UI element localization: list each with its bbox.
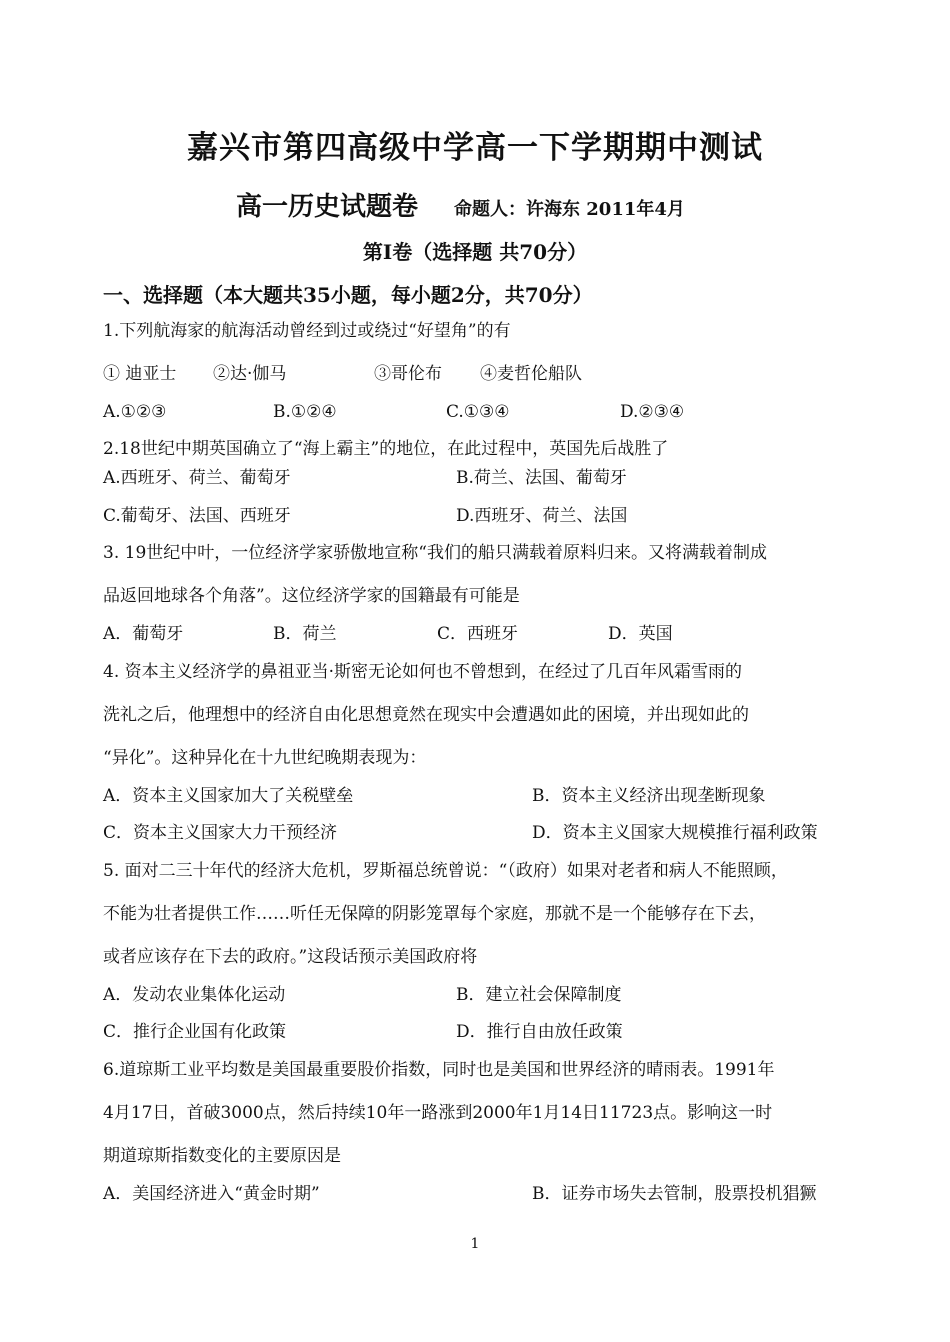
q4-option-b: B．资本主义经济出现垄断现象 xyxy=(532,786,766,806)
q3-option-b: B．荷兰 xyxy=(273,624,337,644)
question-4-stem-line-3: “异化”。这种异化在十九世纪晚期表现为： xyxy=(103,748,427,768)
question-2-stem: 2.18世纪中期英国确立了“海上霸主”的地位，在此过程中，英国先后战胜了 xyxy=(103,439,669,459)
exam-title: 嘉兴市第四高级中学高一下学期期中测试 xyxy=(187,130,763,166)
question-5-stem-line-2: 不能为壮者提供工作……听任无保障的阴影笼罩每个家庭，那就不是一个能够存在下去， xyxy=(103,904,766,924)
q4-option-d: D．资本主义国家大规模推行福利政策 xyxy=(532,823,818,843)
question-6-stem-line-2: 4月17日，首破3000点，然后持续10年一路涨到2000年1月14日11723点。影响这一时 xyxy=(103,1103,773,1123)
q5-option-b: B．建立社会保障制度 xyxy=(456,985,622,1005)
section-title: 一、选择题（本大题共35小题，每小题2分，共70分） xyxy=(103,283,593,307)
subject-title: 高一历史试题卷 xyxy=(236,192,419,222)
question-3-stem-line-2: 品返回地球各个角落”。这位经济学家的国籍最有可能是 xyxy=(103,586,520,606)
q1-item-3: ③哥伦布 xyxy=(374,364,442,384)
q3-option-a: A．葡萄牙 xyxy=(103,624,184,644)
part-title: 第Ⅰ卷（选择题 共70分） xyxy=(362,240,588,264)
question-6-stem-line-3: 期道琼斯指数变化的主要原因是 xyxy=(103,1146,341,1166)
q4-option-a: A．资本主义国家加大了关税壁垒 xyxy=(103,786,354,806)
question-6-stem-line-1: 6.道琼斯工业平均数是美国最重要股价指数，同时也是美国和世界经济的晴雨表。1991年 xyxy=(103,1060,775,1080)
q1-option-b: B.①②④ xyxy=(273,402,337,422)
q2-option-d: D.西班牙、荷兰、法国 xyxy=(456,506,628,526)
q5-option-c: C．推行企业国有化政策 xyxy=(103,1022,287,1042)
question-3-stem-line-1: 3. 19世纪中叶，一位经济学家骄傲地宣称“我们的船只满载着原料归来。又将满载着制成 xyxy=(103,543,767,563)
q2-option-c: C.葡萄牙、法国、西班牙 xyxy=(103,506,291,526)
question-5-stem-line-1: 5. 面对二三十年代的经济大危机，罗斯福总统曾说：“（政府）如果对老者和病人不能照顾， xyxy=(103,861,788,881)
q1-item-2: ②达·伽马 xyxy=(213,364,287,384)
exam-subtitle xyxy=(236,186,685,223)
q2-option-a: A.西班牙、荷兰、葡萄牙 xyxy=(103,468,291,488)
q1-option-c: C.①③④ xyxy=(446,402,510,422)
q6-option-b: B．证券市场失去管制，股票投机猖獗 xyxy=(532,1184,817,1204)
question-1-stem: 1.下列航海家的航海活动曾经到过或绕过“好望角”的有 xyxy=(103,321,511,341)
q4-option-c: C．资本主义国家大力干预经济 xyxy=(103,823,338,843)
q1-item-1: ① 迪亚士 xyxy=(103,364,177,384)
question-5-stem-line-3: 或者应该存在下去的政府。”这段话预示美国政府将 xyxy=(103,947,478,967)
q5-option-d: D．推行自由放任政策 xyxy=(456,1022,623,1042)
question-4-stem-line-1: 4. 资本主义经济学的鼻祖亚当·斯密无论如何也不曾想到，在经过了几百年风霜雪雨的 xyxy=(103,662,743,682)
q3-option-d: D．英国 xyxy=(608,624,673,644)
q6-option-a: A．美国经济进入“黄金时期” xyxy=(103,1184,320,1204)
question-4-stem-line-2: 洗礼之后，他理想中的经济自由化思想竟然在现实中会遭遇如此的困境，并出现如此的 xyxy=(103,705,749,725)
q3-option-c: C．西班牙 xyxy=(437,624,519,644)
q2-option-b: B.荷兰、法国、葡萄牙 xyxy=(456,468,627,488)
q1-item-4: ④麦哲伦船队 xyxy=(480,364,582,384)
page-number: 1 xyxy=(470,1236,480,1252)
q1-option-a: A.①②③ xyxy=(103,402,167,422)
author-date: 命题人：许海东 2011年4月 xyxy=(454,199,685,220)
q1-option-d: D.②③④ xyxy=(620,402,685,422)
q5-option-a: A．发动农业集体化运动 xyxy=(103,985,286,1005)
